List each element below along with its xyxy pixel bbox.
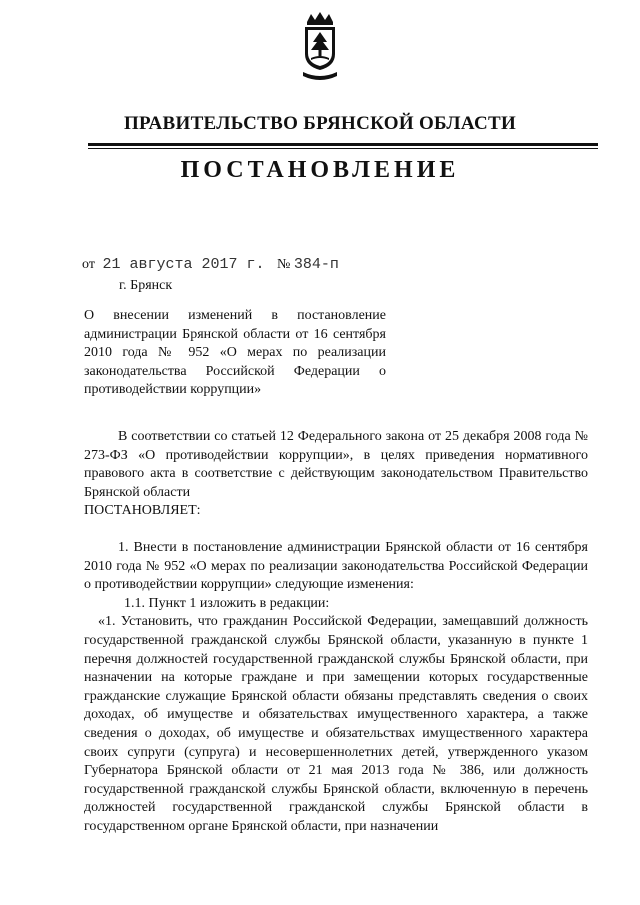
preamble-paragraph: В соответствии со статьей 12 Федерального закона от 25 декабря 2008 года № 273-ФЗ «О противодействии коррупции», в целях приведения нормативного правового акта в соответствие с действующим законодательством Правительство Брянской области: [84, 429, 588, 500]
header-rule-thick: [88, 143, 598, 146]
date-prefix: от: [82, 257, 95, 272]
number-prefix: №: [277, 257, 291, 272]
city-line: г. Брянск: [119, 278, 173, 293]
government-name-heading: ПРАВИТЕЛЬСТВО БРЯНСКОЙ ОБЛАСТИ: [123, 113, 517, 134]
date-value: 21 августа 2017 г.: [102, 256, 265, 273]
document-subject: О внесении изменений в постановление администрации Брянской области от 16 сентября 2010 года № 952 «О мерах по реализации законодательства Российской Федерации о противодействии коррупции»: [84, 308, 386, 398]
number-group: [277, 256, 339, 273]
document-type-title: ПОСТАНОВЛЕНИЕ: [180, 157, 460, 183]
item-1-1-paragraph: 1.1. Пункт 1 изложить в редакции:: [124, 595, 330, 611]
header-rule-thin: [88, 148, 598, 149]
coat-of-arms-emblem: [297, 10, 343, 88]
decree-word: ПОСТАНОВЛЯЕТ:: [84, 503, 201, 519]
quoted-paragraph: «1. Установить, что гражданин Российской Федерации, замещавший должность государственной гражданской службы Брянской области, указанную в пункте 1 перечня должностей государственной гражданской службы Брянской области, при назначении на которые граждане и при замещении которых государственные гражданские служащие Брянской области обязаны представлять сведения о своих доходах, об имуществе и обязательствах имущественного характера, а также сведения о доходах, об имуществе и обязательствах имущественного характера своих супруги (супруга) и несовершеннолетних детей, утвержденного указом Губернатора Брянской области от 21 мая 2013 года № 386, или должность государственной гражданской службы Брянской области, включенную в перечень должностей государственной гражданской службы Брянской области в государственном органе Брянской области, при назначении: [84, 614, 588, 834]
number-value: 384-п: [293, 256, 339, 273]
date-number-line: [82, 256, 339, 273]
document-body: [84, 428, 588, 836]
item-1-paragraph: 1. Внести в постановление администрации Брянской области от 16 сентября 2010 года № 952 «О мерах по реализации законодательства Российской Федерации о противодействии коррупции» следующие изменения:: [84, 539, 588, 593]
